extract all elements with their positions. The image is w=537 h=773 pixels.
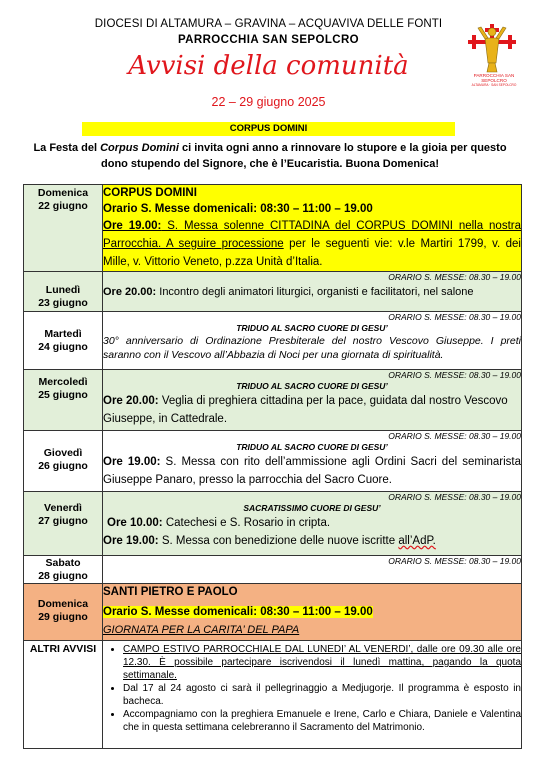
table-row	[24, 584, 522, 641]
day-cell: Lunedì 23 giugno	[24, 272, 103, 312]
table-row	[24, 185, 522, 272]
table-row	[24, 431, 522, 492]
risen-christ-icon	[478, 27, 506, 72]
day-content: ORARIO S. MESSE: 08.30 – 19.00	[103, 556, 522, 584]
logo-caption: PARROCCHIA SAN SEPOLCRO ALTAMURA · SAN SEPOLCRO	[471, 73, 517, 87]
week-dates: 22 – 29 giugno 2025	[211, 95, 326, 109]
table-row	[24, 641, 522, 749]
day-content	[103, 641, 522, 749]
diocese-heading: DIOCESI DI ALTAMURA – GRAVINA – ACQUAVIVA DELLE FONTI	[94, 18, 443, 30]
list-item: • CAMPO ESTIVO PARROCCHIALE DAL LUNEDI’ AL VENERDI’, dalle ore 09.30 alle ore 12.30. È possibile partecipare iscrivendosi il lunedì mattina, pagando la quota settimanale.	[123, 643, 521, 682]
list-item: • Dal 17 al 24 agosto ci sarà il pellegrinaggio a Medjugorje. Il programma è esposto in bacheca.	[123, 682, 521, 708]
page-title: Avvisi della comunità	[128, 51, 409, 81]
parish-heading: PARROCCHIA SAN SEPOLCRO	[177, 34, 360, 46]
day-cell: Martedì 24 giugno	[24, 312, 103, 370]
day-content: ORARIO S. MESSE: 08.30 – 19.00 Ore 20.00: Incontro degli animatori liturgici, organisti e facilitatori, nel salone	[103, 272, 522, 312]
intro-paragraph: La Festa del Corpus Domini ci invita ogni anno a rinnovare lo stupore e la gioia per questo dono stupendo del Signore, che è l’Eucaristia. Buona Domenica!	[33, 142, 507, 170]
table-row	[24, 492, 522, 556]
day-content: ORARIO S. MESSE: 08.30 – 19.00 TRIDUO AL SACRO CUORE DI GESU’ Ore 19.00: S. Messa con rito dell’ammissione agli Ordini Sacri del seminarista Giuseppe Panaro, presso la parrocchia del Sacro Cuore.	[103, 431, 522, 492]
day-content: ORARIO S. MESSE: 08.30 – 19.00 TRIDUO AL SACRO CUORE DI GESU’ 30° anniversario di Ordinazione Presbiterale del nostro Vescovo Giuseppe. I preti saranno con il Vescovo all’Abbazia di Noci per una giornata di spiritualità.	[103, 312, 522, 370]
table-row	[24, 272, 522, 312]
table-row	[24, 312, 522, 370]
day-content: CORPUS DOMINI Orario S. Messe domenicali: 08:30 – 11:00 – 19.00 Ore 19.00: S. Messa solenne CITTADINA del CORPUS DOMINI nella nostra Parrocchia. A seguire processione per le seguenti vie: v.le Martiri 1799, v. dei Mille, v. Vittorio Veneto, p.zza Unità d’Italia.	[103, 185, 522, 272]
day-cell: Mercoledì 25 giugno	[24, 370, 103, 431]
day-content: ORARIO S. MESSE: 08.30 – 19.00 SACRATISSIMO CUORE DI GESU’ Ore 10.00: Catechesi e S. Rosario in cripta. Ore 19.00: S. Messa con benedizione delle nuove iscritte all’AdP.	[103, 492, 522, 556]
day-cell: Venerdì 27 giugno	[24, 492, 103, 556]
day-cell: Domenica 29 giugno	[24, 584, 103, 641]
table-row	[24, 556, 522, 584]
feast-banner: CORPUS DOMINI	[82, 122, 455, 136]
day-cell: Domenica 22 giugno	[24, 185, 103, 272]
day-cell: Giovedì 26 giugno	[24, 431, 103, 492]
day-cell: Sabato 28 giugno	[24, 556, 103, 584]
table-row	[24, 370, 522, 431]
day-content: ORARIO S. MESSE: 08.30 – 19.00 TRIDUO AL SACRO CUORE DI GESU’ Ore 20.00: Veglia di preghiera cittadina per la pace, guidata dal nostro Vescovo Giuseppe, in Cattedrale.	[103, 370, 522, 431]
list-item: • Accompagniamo con la preghiera Emanuele e Irene, Carlo e Chiara, Daniele e Valentina che in questa settimana celebreranno il Sacramento del Matrimonio.	[123, 708, 521, 734]
weekly-schedule-table	[23, 184, 522, 749]
day-cell: ALTRI AVVISI	[24, 641, 103, 749]
notices-list	[103, 643, 521, 734]
day-content: SANTI PIETRO E PAOLO Orario S. Messe domenicali: 08:30 – 11:00 – 19.00 GIORNATA PER LA CARITA’ DEL PAPA	[103, 584, 522, 641]
